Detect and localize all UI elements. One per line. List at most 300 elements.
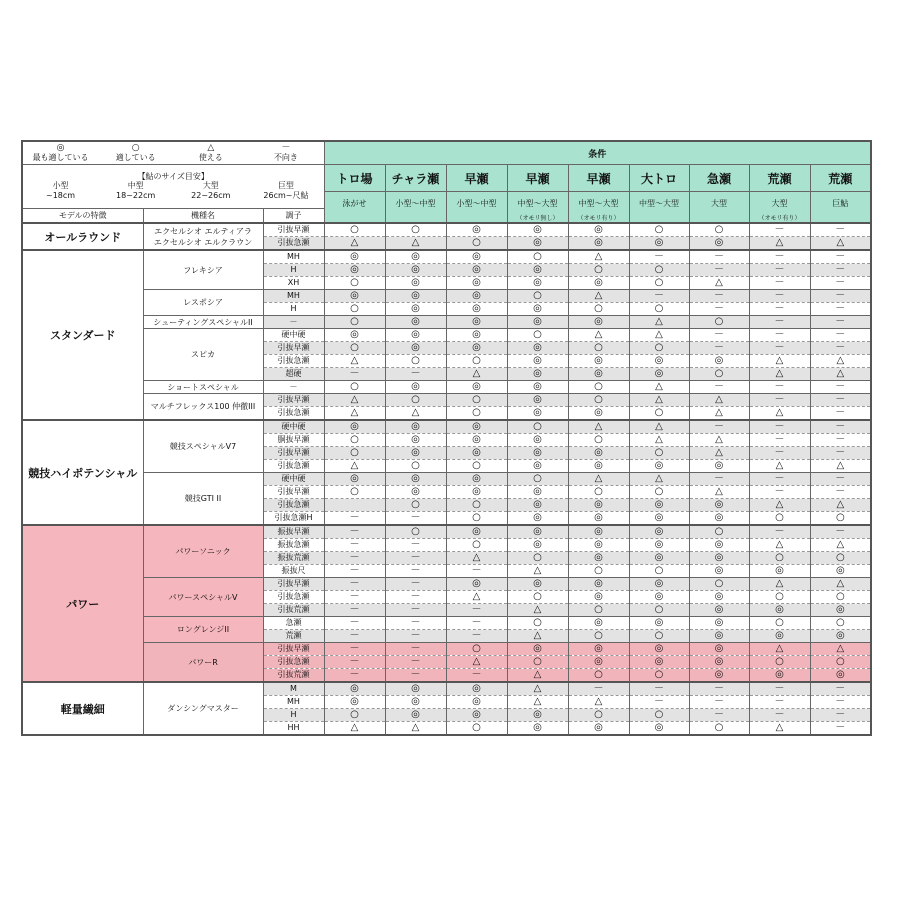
rating-cell: －	[385, 565, 446, 578]
rating-cell: ○	[324, 709, 385, 722]
action-cell: 振抜急瀬	[263, 539, 324, 552]
condition-size	[507, 192, 568, 224]
rating-cell: ◎	[507, 499, 568, 512]
condition-size-label: 小型～中型	[456, 199, 497, 208]
rating-cell: △	[629, 381, 689, 394]
size-legend	[22, 165, 324, 209]
rating-cell: ◎	[324, 473, 385, 486]
rating-cell: ◎	[568, 539, 629, 552]
rating-cell: ○	[568, 381, 629, 394]
rating-cell: ◎	[689, 460, 749, 473]
rating-cell: －	[385, 512, 446, 526]
rating-cell: ◎	[568, 656, 629, 669]
rating-cell: ○	[749, 512, 810, 526]
rating-cell: －	[324, 565, 385, 578]
rating-cell: －	[324, 630, 385, 643]
rating-cell: －	[385, 656, 446, 669]
condition-size-label: 巨鮎	[832, 199, 849, 208]
rating-cell: △	[810, 539, 871, 552]
rating-cell: ○	[385, 460, 446, 473]
rating-cell: ◎	[629, 355, 689, 368]
condition-size-label: 大型	[771, 199, 788, 208]
rating-cell: －	[749, 223, 810, 237]
rating-cell: ◎	[629, 525, 689, 539]
col-label-action: 調子	[263, 209, 324, 224]
rating-cell: ○	[749, 591, 810, 604]
model-name: エクセルシオ エルティアラ エクセルシオ エルクラウン	[143, 223, 263, 250]
rating-cell: ○	[446, 394, 507, 407]
rating-cell: ○	[324, 342, 385, 355]
rating-cell: ◎	[324, 264, 385, 277]
rating-cell: ◎	[568, 447, 629, 460]
rating-cell: －	[689, 329, 749, 342]
rating-cell: ○	[568, 434, 629, 447]
table-row	[22, 525, 871, 539]
rating-cell: ○	[749, 552, 810, 565]
rating-cell: ○	[810, 512, 871, 526]
table-row	[22, 617, 871, 630]
rating-cell: ◎	[810, 669, 871, 683]
rating-cell: －	[810, 394, 871, 407]
rating-cell: －	[629, 696, 689, 709]
rating-cell: －	[689, 250, 749, 264]
rating-cell: ○	[568, 394, 629, 407]
rating-cell: △	[689, 434, 749, 447]
rating-cell: △	[749, 460, 810, 473]
rating-cell: ○	[568, 709, 629, 722]
rating-cell: ○	[324, 277, 385, 290]
rating-cell: ○	[568, 630, 629, 643]
rating-cell: ○	[507, 591, 568, 604]
action-cell: －	[263, 316, 324, 329]
rating-cell: ◎	[507, 303, 568, 316]
rating-cell: －	[324, 368, 385, 381]
rating-cell: ○	[568, 264, 629, 277]
rating-cell: △	[749, 499, 810, 512]
rating-cell: －	[446, 604, 507, 617]
table-row	[22, 473, 871, 486]
rating-cell: －	[324, 539, 385, 552]
rating-cell: ○	[324, 223, 385, 237]
model-name: ダンシングマスター	[143, 682, 263, 735]
condition-name: 荒瀬	[810, 165, 871, 192]
rating-cell: ○	[385, 394, 446, 407]
rating-cell: ◎	[446, 434, 507, 447]
rating-cell: ◎	[689, 669, 749, 683]
action-cell: 引抜早瀬	[263, 447, 324, 460]
rating-cell: ○	[629, 303, 689, 316]
rating-cell: △	[810, 460, 871, 473]
model-name: スピカ	[143, 329, 263, 381]
condition-size-label: 中型～大型	[517, 199, 558, 208]
rating-cell: －	[749, 342, 810, 355]
rating-cell: －	[324, 552, 385, 565]
rating-cell: －	[810, 264, 871, 277]
condition-size	[568, 192, 629, 224]
rating-cell: －	[324, 643, 385, 656]
rating-cell: ○	[689, 525, 749, 539]
rating-cell: ◎	[446, 525, 507, 539]
rating-cell: ◎	[385, 420, 446, 434]
condition-size	[629, 192, 689, 224]
rating-cell: △	[568, 250, 629, 264]
rating-cell: －	[749, 277, 810, 290]
rating-cell: －	[749, 329, 810, 342]
rating-cell: ◎	[446, 316, 507, 329]
rating-cell: ◎	[385, 381, 446, 394]
rating-cell: ◎	[446, 486, 507, 499]
rating-cell: －	[810, 434, 871, 447]
action-cell: 引抜急瀬	[263, 460, 324, 473]
rating-cell: ◎	[507, 342, 568, 355]
rating-cell: △	[385, 407, 446, 421]
action-cell: H	[263, 709, 324, 722]
action-cell: 硬中硬	[263, 329, 324, 342]
rating-cell: ○	[324, 434, 385, 447]
rating-cell: －	[749, 525, 810, 539]
rating-cell: ○	[629, 486, 689, 499]
rating-cell: ◎	[507, 223, 568, 237]
rating-cell: ◎	[810, 565, 871, 578]
model-name: パワースペシャルV	[143, 578, 263, 617]
rating-cell: ◎	[385, 250, 446, 264]
rating-cell: ◎	[629, 617, 689, 630]
rating-cell: ○	[446, 512, 507, 526]
condition-name: 早瀬	[507, 165, 568, 192]
action-cell: H	[263, 264, 324, 277]
rating-cell: △	[689, 277, 749, 290]
rating-cell: △	[629, 316, 689, 329]
rating-cell: △	[689, 486, 749, 499]
rating-cell: ○	[568, 604, 629, 617]
condition-size	[749, 192, 810, 224]
rating-cell: ○	[629, 277, 689, 290]
condition-size	[385, 192, 446, 224]
rating-cell: ◎	[385, 264, 446, 277]
condition-size-label: 大型	[711, 199, 727, 208]
rating-cell: －	[749, 381, 810, 394]
group-name: スタンダード	[22, 250, 143, 420]
rating-cell: △	[568, 329, 629, 342]
rating-cell: ○	[689, 316, 749, 329]
rating-cell: ◎	[629, 237, 689, 251]
rating-cell: △	[324, 237, 385, 251]
action-cell: 振抜尺	[263, 565, 324, 578]
rating-cell: ◎	[324, 696, 385, 709]
action-cell: 硬中硬	[263, 420, 324, 434]
size-legend-title: 【鮎のサイズ目安】	[137, 172, 209, 181]
rating-cell: △	[749, 578, 810, 591]
rating-cell: ◎	[568, 578, 629, 591]
rating-cell: ○	[446, 355, 507, 368]
rating-cell: ◎	[507, 264, 568, 277]
rating-cell: △	[507, 682, 568, 696]
rating-cell: △	[689, 407, 749, 421]
rating-cell: ◎	[446, 709, 507, 722]
rating-cell: ◎	[507, 381, 568, 394]
rating-cell: ◎	[324, 420, 385, 434]
rating-cell: △	[629, 473, 689, 486]
rating-cell: ◎	[689, 499, 749, 512]
rating-cell	[324, 499, 385, 512]
rating-cell: ○	[507, 329, 568, 342]
rating-cell: △	[568, 696, 629, 709]
size-medium: 中型 18~22cm	[116, 181, 156, 200]
condition-size	[446, 192, 507, 224]
rating-cell: ○	[446, 460, 507, 473]
rating-cell: －	[749, 303, 810, 316]
rating-cell: ◎	[446, 290, 507, 303]
rating-cell: ○	[324, 447, 385, 460]
legend-good: ○ 適している	[115, 143, 156, 162]
rating-cell: －	[568, 682, 629, 696]
rating-cell: －	[810, 381, 871, 394]
rating-cell: －	[629, 250, 689, 264]
rating-cell: －	[810, 223, 871, 237]
action-cell: 引抜急瀬	[263, 591, 324, 604]
rating-cell: △	[324, 722, 385, 736]
rating-cell: △	[810, 368, 871, 381]
rating-cell: ○	[385, 499, 446, 512]
rating-cell: ○	[810, 552, 871, 565]
model-name: マルチフレックス100 仲徹III	[143, 394, 263, 421]
rating-cell: △	[446, 552, 507, 565]
rating-cell: －	[749, 486, 810, 499]
rating-cell: ◎	[689, 237, 749, 251]
rating-cell: ○	[810, 656, 871, 669]
rating-cell: ◎	[446, 381, 507, 394]
rating-cell: △	[810, 578, 871, 591]
rating-cell: ◎	[629, 722, 689, 736]
rating-cell: －	[810, 486, 871, 499]
condition-name: 早瀬	[568, 165, 629, 192]
action-cell: 引抜急瀬	[263, 237, 324, 251]
rating-cell: ◎	[749, 604, 810, 617]
action-cell: H	[263, 303, 324, 316]
rating-cell: ○	[324, 486, 385, 499]
rating-cell: ◎	[810, 604, 871, 617]
rating-cell: ○	[629, 630, 689, 643]
rating-cell: －	[810, 277, 871, 290]
rating-cell: ◎	[507, 316, 568, 329]
rating-cell: ○	[446, 499, 507, 512]
action-cell: XH	[263, 277, 324, 290]
rating-cell: ◎	[507, 722, 568, 736]
rating-cell: －	[446, 630, 507, 643]
model-name: パワーソニック	[143, 525, 263, 578]
rating-cell: ◎	[446, 696, 507, 709]
table-row	[22, 578, 871, 591]
rating-cell: ○	[568, 669, 629, 683]
action-cell: 引抜急瀬	[263, 407, 324, 421]
rating-cell: ○	[324, 316, 385, 329]
rating-cell: －	[749, 682, 810, 696]
table-row	[22, 250, 871, 264]
action-cell: MH	[263, 290, 324, 303]
rating-cell: ◎	[507, 447, 568, 460]
rating-cell: －	[629, 682, 689, 696]
rating-cell: －	[810, 709, 871, 722]
rating-cell: ◎	[385, 696, 446, 709]
rating-cell: －	[810, 525, 871, 539]
rating-cell: ◎	[629, 643, 689, 656]
condition-size-label: 小型～中型	[395, 199, 436, 208]
rating-cell: ◎	[446, 578, 507, 591]
rating-cell: ◎	[324, 329, 385, 342]
rating-cell: －	[749, 250, 810, 264]
rating-cell: ◎	[749, 565, 810, 578]
rating-cell: ◎	[568, 722, 629, 736]
action-cell: 引抜急瀬H	[263, 512, 324, 526]
rating-cell: ○	[385, 355, 446, 368]
rating-cell: ◎	[568, 407, 629, 421]
rating-cell: ◎	[324, 682, 385, 696]
rating-cell: △	[507, 565, 568, 578]
action-cell: －	[263, 381, 324, 394]
rating-cell: ◎	[568, 643, 629, 656]
action-cell: 硬中硬	[263, 473, 324, 486]
rating-cell: △	[749, 643, 810, 656]
rating-cell: ◎	[749, 669, 810, 683]
rating-cell: ◎	[629, 512, 689, 526]
rating-cell: ◎	[446, 682, 507, 696]
rating-cell: ◎	[689, 565, 749, 578]
condition-size	[324, 192, 385, 224]
rating-cell: ◎	[689, 604, 749, 617]
rating-cell: △	[507, 669, 568, 683]
rating-cell: －	[810, 316, 871, 329]
rating-cell: △	[385, 237, 446, 251]
rating-cell: －	[810, 682, 871, 696]
rating-cell: △	[507, 604, 568, 617]
rating-cell: ○	[629, 223, 689, 237]
rating-cell: ◎	[385, 290, 446, 303]
rating-cell: －	[749, 316, 810, 329]
rating-cell: ◎	[689, 617, 749, 630]
rating-cell: －	[689, 682, 749, 696]
rating-cell: △	[749, 368, 810, 381]
rating-cell: △	[446, 591, 507, 604]
rating-cell: △	[749, 407, 810, 421]
rating-cell: －	[446, 669, 507, 683]
rating-cell: ◎	[385, 329, 446, 342]
condition-name: 早瀬	[446, 165, 507, 192]
table-row	[22, 223, 871, 237]
table-row	[22, 394, 871, 407]
rating-cell: △	[810, 643, 871, 656]
rating-cell: ◎	[446, 264, 507, 277]
condition-name: チャラ瀬	[385, 165, 446, 192]
size-small: 小型 ~18cm	[46, 181, 76, 200]
conditions-title: 条件	[324, 141, 871, 165]
rating-cell: ◎	[446, 277, 507, 290]
model-name: シューティングスペシャルII	[143, 316, 263, 329]
rating-cell: ○	[446, 722, 507, 736]
rating-cell: －	[324, 656, 385, 669]
rating-cell: －	[810, 696, 871, 709]
rating-cell: ◎	[446, 447, 507, 460]
rating-cell: ◎	[507, 407, 568, 421]
rating-cell: ○	[446, 539, 507, 552]
table-row	[22, 682, 871, 696]
rating-cell: △	[629, 420, 689, 434]
rating-cell: ◎	[446, 342, 507, 355]
rating-cell: －	[689, 696, 749, 709]
rating-cell: ◎	[689, 643, 749, 656]
rating-cell: －	[324, 669, 385, 683]
rating-cell: △	[324, 460, 385, 473]
rating-cell: ○	[324, 303, 385, 316]
legend-best: ◎ 最も適している	[32, 143, 89, 162]
rating-cell: －	[385, 552, 446, 565]
action-cell: 荒瀬	[263, 630, 324, 643]
rating-cell: ◎	[568, 525, 629, 539]
rating-cell: ◎	[629, 591, 689, 604]
rating-cell: ◎	[385, 303, 446, 316]
rating-cell: ◎	[507, 394, 568, 407]
rating-cell: △	[446, 656, 507, 669]
action-cell: 急瀬	[263, 617, 324, 630]
rating-cell: －	[689, 473, 749, 486]
rating-cell: ◎	[324, 290, 385, 303]
rating-cell: ◎	[507, 460, 568, 473]
rating-cell: △	[446, 368, 507, 381]
rating-cell: ◎	[446, 250, 507, 264]
rating-cell: －	[689, 381, 749, 394]
rating-cell: ◎	[689, 512, 749, 526]
rating-cell: －	[324, 512, 385, 526]
rating-cell: ◎	[507, 709, 568, 722]
rating-cell: －	[385, 643, 446, 656]
model-name: ロングレンジII	[143, 617, 263, 643]
rating-cell: －	[446, 617, 507, 630]
rating-cell: ○	[689, 722, 749, 736]
rating-cell: －	[810, 290, 871, 303]
rating-cell: ◎	[629, 552, 689, 565]
rating-cell: ○	[629, 407, 689, 421]
rating-cell: ◎	[507, 525, 568, 539]
rating-cell: ◎	[749, 630, 810, 643]
rating-cell: －	[749, 434, 810, 447]
legend-unsuitable: － 不向き	[273, 143, 298, 162]
model-name: レスポシア	[143, 290, 263, 316]
condition-size-label: 泳がせ	[342, 199, 367, 208]
rating-cell: ◎	[507, 539, 568, 552]
rating-cell: ○	[749, 656, 810, 669]
action-cell: 引抜早瀬	[263, 643, 324, 656]
rating-cell: ○	[629, 669, 689, 683]
rating-cell: ○	[629, 565, 689, 578]
rating-cell: －	[749, 290, 810, 303]
action-cell: 引抜急瀬	[263, 355, 324, 368]
rating-cell: ◎	[507, 277, 568, 290]
rating-cell: ◎	[629, 539, 689, 552]
rating-cell: －	[810, 407, 871, 421]
action-cell: 引抜急瀬	[263, 656, 324, 669]
rating-cell: ◎	[689, 591, 749, 604]
rating-cell: ○	[629, 342, 689, 355]
rating-cell: ◎	[689, 355, 749, 368]
rating-cell: ○	[689, 223, 749, 237]
rating-cell: ○	[810, 617, 871, 630]
rating-cell: －	[324, 525, 385, 539]
rating-cell: ○	[507, 656, 568, 669]
rating-cell: △	[749, 539, 810, 552]
condition-size-label: 中型～大型	[578, 199, 619, 208]
action-cell: 振抜荒瀬	[263, 552, 324, 565]
rating-cell: ○	[629, 709, 689, 722]
rating-cell: ○	[446, 407, 507, 421]
